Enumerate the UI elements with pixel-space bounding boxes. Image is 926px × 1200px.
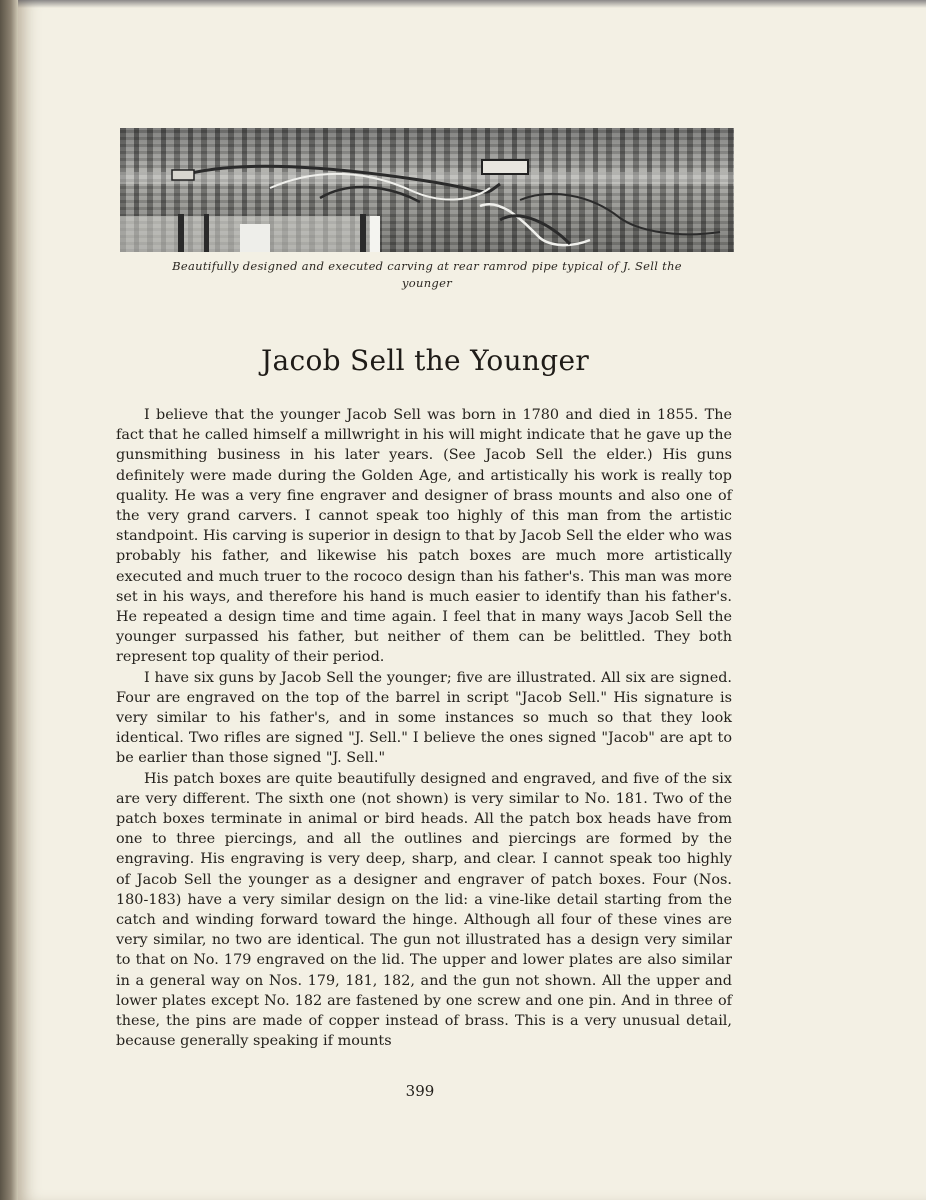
- carving-illustration: [120, 128, 734, 252]
- paragraph: I have six guns by Jacob Sell the younger; five are illustrated. All six are signed. Four are engraved on the top of the barrel in script "Jacob Sell." His signature is very similar to his father's, and in some instances so much so that they look identical. Two rifles are signed "J. Sell." I believe the ones signed "Jacob" are apt to be earlier than those signed "J. Sell.": [116, 669, 732, 767]
- page-number: 399: [405, 1082, 435, 1100]
- paragraph: His patch boxes are quite beautifully designed and engraved, and five of the six are very different. The sixth one (not shown) is very similar to No. 181. Two of the patch boxes terminate in animal or bird heads. All the patch box heads have from one to three piercings, and all the outlines and piercings are formed by the engraving. His engraving is very deep, sharp, and clear. I cannot speak too highly of Jacob Sell the younger as a designer and engraver of patch boxes. Four (Nos. 180-183) have a very similar design on the lid: a vine-like detail starting from the catch and winding forward toward the hinge. Although all four of these vines are very similar, no two are identical. The gun not illustrated has a design very similar to that on No. 179 engraved on the lid. The upper and lower plates are also similar in a general way on Nos. 179, 181, 182, and the gun not shown. All the upper and lower plates except No. 182 are fastened by one screw and one pin. And in three of these, the pins are made of copper instead of brass. This is a very unusual detail, because generally speaking if mounts: [116, 770, 732, 1050]
- article-body: [116, 405, 732, 1052]
- chapter-title: Jacob Sell the Younger: [260, 344, 590, 377]
- book-spine-edge: [0, 0, 18, 1200]
- paragraph: I believe that the younger Jacob Sell was born in 1780 and died in 1855. The fact that he called himself a millwright in his will might indicate that he gave up the gunsmithing business in his later years. (See Jacob Sell the elder.) His guns definitely were made during the Golden Age, and artistically his work is really top quality. He was a very fine engraver and designer of brass mounts and also one of the very grand carvers. I cannot speak too highly of this man from the artistic standpoint. His carving is superior in design to that by Jacob Sell the elder who was probably his father, and likewise his patch boxes are much more artistically executed and much truer to the rococo design than his father's. This man was more set in his ways, and therefore his hand is much easier to identify than his father's. He repeated a design time and time again. I feel that in many ways Jacob Sell the younger surpassed his father, but neither of them can be belittled. They both represent top quality of their period.: [116, 407, 732, 666]
- page-top-shadow: [18, 0, 926, 8]
- figure-caption: Beautifully designed and executed carving at rear ramrod pipe typical of J. Sell the younger: [172, 259, 682, 290]
- carving-photograph: [120, 128, 734, 252]
